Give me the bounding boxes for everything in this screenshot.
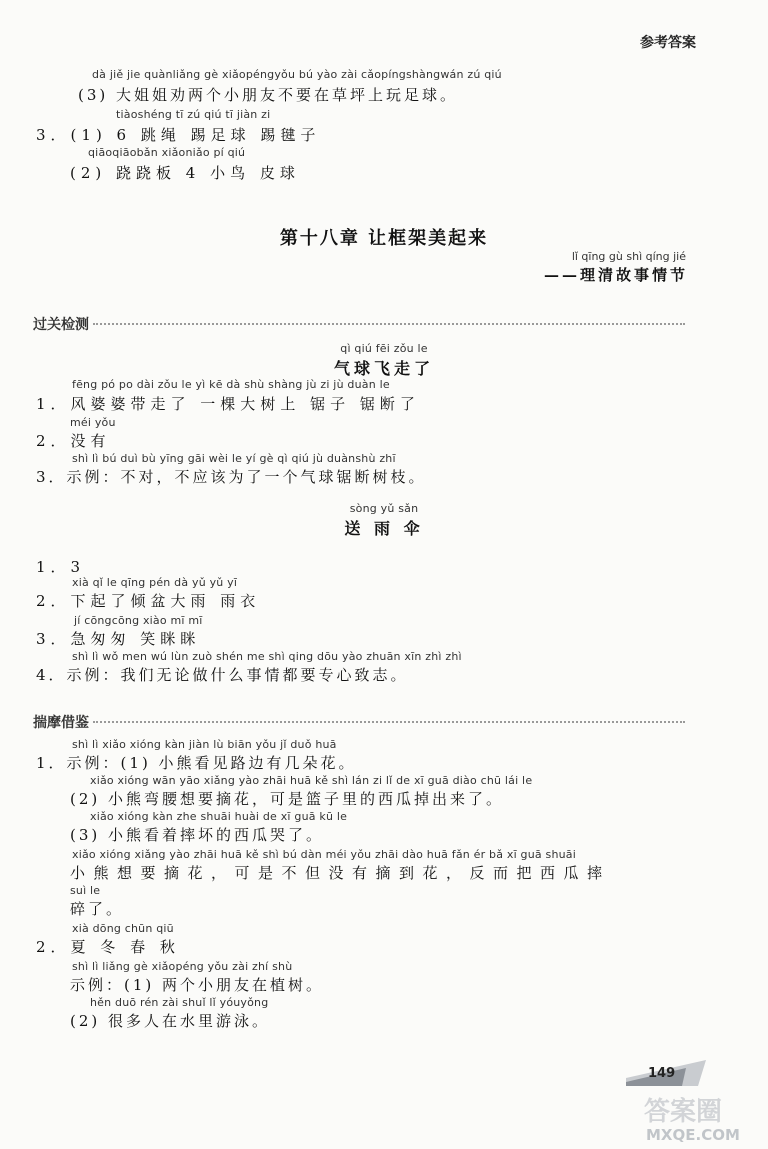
- section-label: 过关检测: [33, 317, 89, 333]
- story-title: 送 雨 伞: [344, 519, 424, 538]
- page-header-title: 参考答案: [640, 35, 696, 51]
- answer-line: (2) 跷跷板 4 小鸟 皮球: [70, 164, 300, 182]
- answer-line: (2) 小熊弯腰想要摘花，可是篮子里的西瓜掉出来了。: [70, 790, 505, 808]
- answer-line: 2．下起了倾盆大雨 雨衣: [36, 592, 261, 610]
- answer-line: 3．急匆匆 笑眯眯: [36, 630, 201, 648]
- dotted-divider: [93, 323, 685, 325]
- answer-line: (3) 小熊看着摔坏的西瓜哭了。: [70, 826, 325, 844]
- pinyin-line: tiàoshéng tī zú qiú tī jiàn zi: [116, 108, 271, 121]
- pinyin-line: fēng pó po dài zǒu le yì kē dà shù shàng jù zi jù duàn le: [72, 378, 390, 391]
- answer-line: 碎了。: [70, 900, 125, 918]
- answer-line: 3．示例：不对，不应该为了一个气球锯断树枝。: [36, 468, 427, 486]
- pinyin-line: jí cōngcōng xiào mī mī: [74, 614, 203, 627]
- pinyin-line: dà jiě jie quànliǎng gè xiǎopéngyǒu bú yào zài cǎopíngshàngwán zú qiú: [92, 68, 502, 81]
- answer-line: 2．没有: [36, 432, 111, 450]
- answer-line: 小熊想要摘花，可是不但没有摘到花，反而把西瓜摔: [70, 864, 611, 882]
- page-number: 149: [648, 1066, 676, 1081]
- answer-line: 1．风婆婆带走了 一棵大树上 锯子 锯断了: [36, 395, 420, 413]
- pinyin-line: méi yǒu: [70, 416, 116, 429]
- pinyin-line: suì le: [70, 884, 101, 897]
- pinyin-line: shì lì wǒ men wú lùn zuò shén me shì qing dōu yào zhuān xīn zhì zhì: [72, 650, 462, 663]
- pinyin-line: xià qǐ le qīng pén dà yǔ yǔ yī: [72, 576, 238, 589]
- answer-line: (3) 大姐姐劝两个小朋友不要在草坪上玩足球。: [78, 86, 459, 104]
- pinyin-line: shì lì xiǎo xióng kàn jiàn lù biān yǒu jǐ duǒ huā: [72, 738, 337, 751]
- pinyin-line: xiǎo xióng kàn zhe shuāi huài de xī guā kū le: [90, 810, 348, 823]
- pinyin-line: qiāoqiāobǎn xiǎoniǎo pí qiú: [88, 146, 246, 159]
- pinyin-line: xiǎo xióng xiǎng yào zhāi huā kě shì bú dàn méi yǒu zhāi dào huā fǎn ér bǎ xī guā shuāi: [72, 848, 576, 861]
- svg-text:答案圈: 答案圈: [644, 1097, 723, 1127]
- pinyin-line: hěn duō rén zài shuǐ lǐ yóuyǒng: [90, 996, 269, 1009]
- section-header-study: [33, 712, 685, 732]
- chapter-subtitle-pinyin: lǐ qīng gù shì qíng jié: [571, 250, 686, 263]
- answer-line: 示例：(1) 两个小朋友在植树。: [70, 976, 325, 994]
- answer-line: 1．3: [36, 558, 86, 576]
- chapter-title: 第十八章 让框架美起来: [279, 228, 489, 249]
- answer-line: 3．(1) 6 跳绳 踢足球 踢毽子: [36, 126, 321, 144]
- dotted-divider: [93, 721, 685, 723]
- answer-line: 1．示例：(1) 小熊看见路边有几朵花。: [36, 754, 357, 772]
- pinyin-line: shì lì bú duì bù yīng gāi wèi le yí gè qì qiú jù duànshù zhī: [72, 452, 396, 465]
- story-title-pinyin: sòng yǔ sǎn: [349, 502, 419, 515]
- story-title: 气球飞走了: [333, 359, 434, 378]
- pinyin-line: xià dōng chūn qiū: [72, 922, 174, 935]
- section-header-checkpoint: [33, 314, 685, 334]
- answer-line: 2．夏 冬 春 秋: [36, 938, 180, 956]
- answer-line: (2) 很多人在水里游泳。: [70, 1012, 271, 1030]
- watermark-logo-icon: [640, 1090, 758, 1145]
- pinyin-line: xiǎo xióng wān yāo xiǎng yào zhāi huā kě shì lán zi lǐ de xī guā diào chū lái le: [90, 774, 533, 787]
- pinyin-line: shì lì liǎng gè xiǎopéng yǒu zài zhí shù: [72, 960, 293, 973]
- answer-line: 4．示例：我们无论做什么事情都要专心致志。: [36, 666, 409, 684]
- section-label: 揣摩借鉴: [33, 715, 89, 731]
- watermark-url: MXQE.COM: [646, 1126, 740, 1144]
- story-title-pinyin: qì qiú fēi zǒu le: [340, 342, 428, 355]
- chapter-subtitle: ——理清故事情节: [543, 266, 688, 284]
